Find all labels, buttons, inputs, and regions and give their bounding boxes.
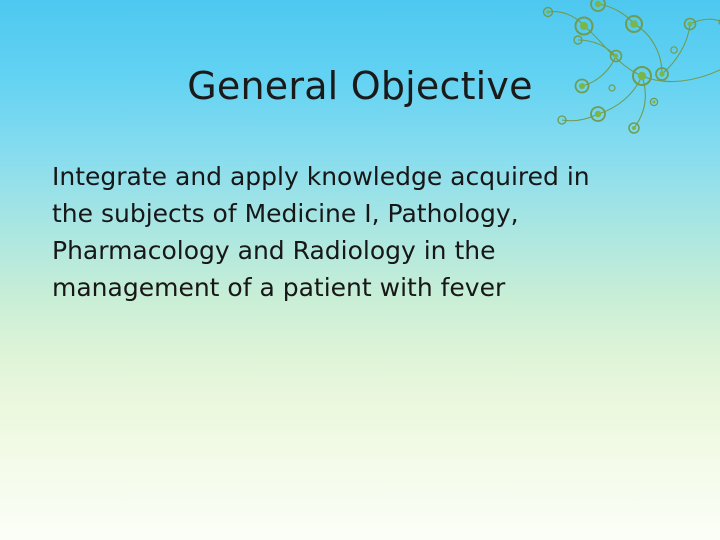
slide-body-text: Integrate and apply knowledge acquired in the subjects of Medicine I, Pathology, Pharmacology and Radiology in the management of a patient with fever xyxy=(52,162,590,302)
page-title: General Objective xyxy=(187,64,533,109)
